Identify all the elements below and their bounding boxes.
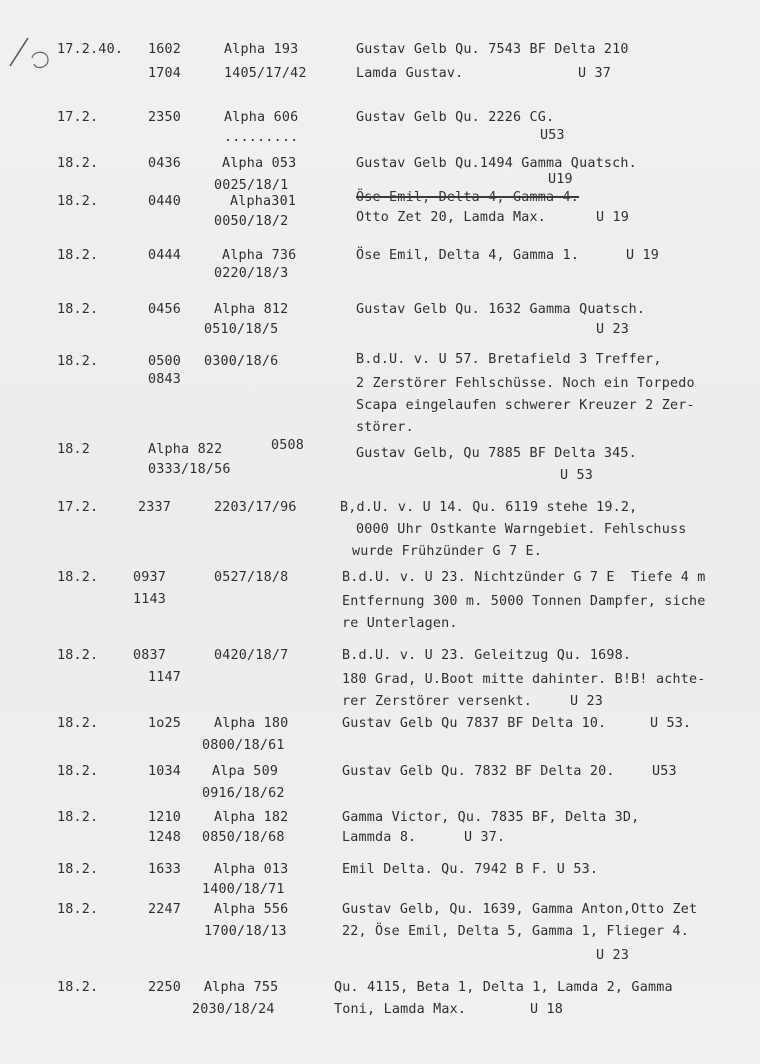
log-text-line: U 23 [596, 948, 630, 963]
log-text-line: 0527/18/8 [214, 570, 289, 585]
log-text-line: 18.2. [57, 810, 99, 825]
log-text-line: 18.2. [57, 862, 99, 877]
log-text-line: U 18 [530, 1002, 564, 1017]
log-text-line: Qu. 4115, Beta 1, Delta 1, Lamda 2, Gamma [334, 980, 673, 995]
log-text-line: 0436 [148, 156, 182, 171]
log-text-line: Gustav Gelb Qu. 1632 Gamma Quatsch. [356, 302, 646, 317]
log-text-line: 1147 [148, 670, 182, 685]
log-text-line: 18.2 [57, 442, 91, 457]
log-text-line: Alpha 193 [224, 42, 299, 57]
log-text-line: 0843 [148, 372, 182, 387]
log-text-line: 1400/18/71 [202, 882, 285, 897]
log-text-line: 18.2. [57, 302, 99, 317]
log-text-line: Alpha 606 [224, 110, 299, 125]
log-text-line: Emil Delta. Qu. 7942 B F. U 53. [342, 862, 599, 877]
log-text-line: 0333/18/56 [148, 462, 231, 477]
log-text-line: Gustav Gelb Qu 7837 BF Delta 10. [342, 716, 607, 731]
log-text-line: 0510/18/5 [204, 322, 279, 337]
log-text-line: Alpha 053 [222, 156, 297, 171]
log-text-line: B.d.U. v. U 23. Geleitzug Qu. 1698. [342, 648, 632, 663]
punch-hole-mark [6, 34, 50, 70]
log-text-line: 1704 [148, 66, 182, 81]
log-text-line: 0837 [133, 648, 167, 663]
log-text-line: 2337 [138, 500, 172, 515]
log-text-line: U 37. [464, 830, 506, 845]
log-text-line: U 37 [578, 66, 612, 81]
log-text-line: U 23 [596, 322, 630, 337]
log-text-line: 0025/18/1 [214, 178, 289, 193]
log-text-line: 18.2. [57, 156, 99, 171]
log-text-line: Gustav Gelb Qu.1494 Gamma Quatsch. [356, 156, 637, 171]
log-text-line: Scapa eingelaufen schwerer Kreuzer 2 Zer- [356, 398, 695, 413]
log-text-line: B.d.U. v. U 57. Bretafield 3 Treffer, [356, 352, 662, 367]
log-text-line: 2203/17/96 [214, 500, 297, 515]
log-text-line: re Unterlagen. [342, 616, 458, 631]
log-text-line: 0444 [148, 248, 182, 263]
log-text-line: 17.2. [57, 110, 99, 125]
log-text-line: 2247 [148, 902, 182, 917]
log-text-line: 0500 [148, 354, 182, 369]
log-text-line: 1o25 [148, 716, 182, 731]
log-text-line: 18.2. [57, 716, 99, 731]
log-text-line: Alpha 755 [204, 980, 279, 995]
log-text-line: Alpha 812 [214, 302, 289, 317]
log-text-line: 1143 [133, 592, 167, 607]
log-text-line: 0937 [133, 570, 167, 585]
log-text-line: 0456 [148, 302, 182, 317]
log-text-line: 2250 [148, 980, 182, 995]
log-text-line: ......... [224, 130, 299, 145]
log-text-line: wurde Frühzünder G 7 E. [352, 544, 543, 559]
log-text-line: 18.2. [57, 194, 99, 209]
log-text-line: Gamma Victor, Qu. 7835 BF, Delta 3D, [342, 810, 640, 825]
log-text-line: 0800/18/61 [202, 738, 285, 753]
log-text-line: 1210 [148, 810, 182, 825]
log-text-line: 1405/17/42 [224, 66, 307, 81]
log-text-line: 18.2. [57, 980, 99, 995]
log-text-line: 0050/18/2 [214, 214, 289, 229]
log-text-line: Alpha 736 [222, 248, 297, 263]
log-text-line: 18.2. [57, 902, 99, 917]
log-text-line: 1248 [148, 830, 182, 845]
log-text-line: 0850/18/68 [202, 830, 285, 845]
log-text-line: 1034 [148, 764, 182, 779]
log-text-line: Alpha 556 [214, 902, 289, 917]
log-text-line: 2 Zerstörer Fehlschüsse. Noch ein Torpedo [356, 376, 695, 391]
log-text-line: Alpha 180 [214, 716, 289, 731]
log-text-line: 18.2. [57, 354, 99, 369]
log-text-line: 0000 Uhr Ostkante Warngebiet. Fehlschuss [356, 522, 687, 537]
log-text-line: Alpha 182 [214, 810, 289, 825]
log-text-line: Öse Emil, Delta 4, Gamma 1. [356, 248, 580, 263]
log-text-line: U 53. [650, 716, 692, 731]
log-text-line: 2030/18/24 [192, 1002, 275, 1017]
log-text-line: 1633 [148, 862, 182, 877]
log-text-line: U 53 [560, 468, 594, 483]
log-text-line: 1700/18/13 [204, 924, 287, 939]
log-text-line: U 19 [596, 210, 630, 225]
log-text-line: 0440 [148, 194, 182, 209]
log-text-line: U19 [548, 172, 573, 187]
log-text-line: Toni, Lamda Max. [334, 1002, 467, 1017]
log-text-line: Lamda Gustav. [356, 66, 464, 81]
log-text-line: U53 [652, 764, 677, 779]
log-text-line: Alpa 509 [212, 764, 279, 779]
log-text-line: 2350 [148, 110, 182, 125]
log-text-line: Alpha301 [230, 194, 297, 209]
log-text-line: 0220/18/3 [214, 266, 289, 281]
log-text-line: Gustav Gelb Qu. 7832 BF Delta 20. [342, 764, 615, 779]
log-text-line: Gustav Gelb Qu. 7543 BF Delta 210 [356, 42, 629, 57]
log-text-line: B,d.U. v. U 14. Qu. 6119 stehe 19.2, [340, 500, 638, 515]
log-text-line: 0300/18/6 [204, 354, 279, 369]
log-text-line: 18.2. [57, 570, 99, 585]
log-text-line: U53 [540, 128, 565, 143]
log-text-line: 18.2. [57, 648, 99, 663]
log-text-line: 0916/18/62 [202, 786, 285, 801]
log-text-line: 18.2. [57, 764, 99, 779]
log-text-line: U 19 [626, 248, 660, 263]
log-text-line: U 23 [570, 694, 604, 709]
log-text-line: 17.2. [57, 500, 99, 515]
log-text-line: 18.2. [57, 248, 99, 263]
log-text-line: 0420/18/7 [214, 648, 289, 663]
log-text-line: Alpha 013 [214, 862, 289, 877]
log-text-line: Alpha 822 [148, 442, 223, 457]
log-text-line: 0508 [271, 438, 305, 453]
log-text-line: Lammda 8. [342, 830, 417, 845]
log-text-line: 22, Öse Emil, Delta 5, Gamma 1, Flieger 4. [342, 924, 689, 939]
log-text-line: Entfernung 300 m. 5000 Tonnen Dampfer, siche [342, 594, 706, 609]
log-text-line: 1602 [148, 42, 182, 57]
log-text-line: Gustav Gelb Qu. 2226 CG. [356, 110, 555, 125]
log-text-line: 180 Grad, U.Boot mitte dahinter. B!B! achte- [342, 672, 706, 687]
log-text-line: Gustav Gelb, Qu. 1639, Gamma Anton,Otto Zet [342, 902, 698, 917]
log-text-line: 17.2.40. [57, 42, 124, 57]
log-text-line: Öse Emil, Delta 4, Gamma 4. [356, 190, 580, 205]
log-text-line: Gustav Gelb, Qu 7885 BF Delta 345. [356, 446, 637, 461]
log-text-line: störer. [356, 420, 414, 435]
log-text-line: rer Zerstörer versenkt. [342, 694, 533, 709]
log-text-line: B.d.U. v. U 23. Nichtzünder G 7 E Tiefe 4 m [342, 570, 706, 585]
log-text-line: Otto Zet 20, Lamda Max. [356, 210, 547, 225]
